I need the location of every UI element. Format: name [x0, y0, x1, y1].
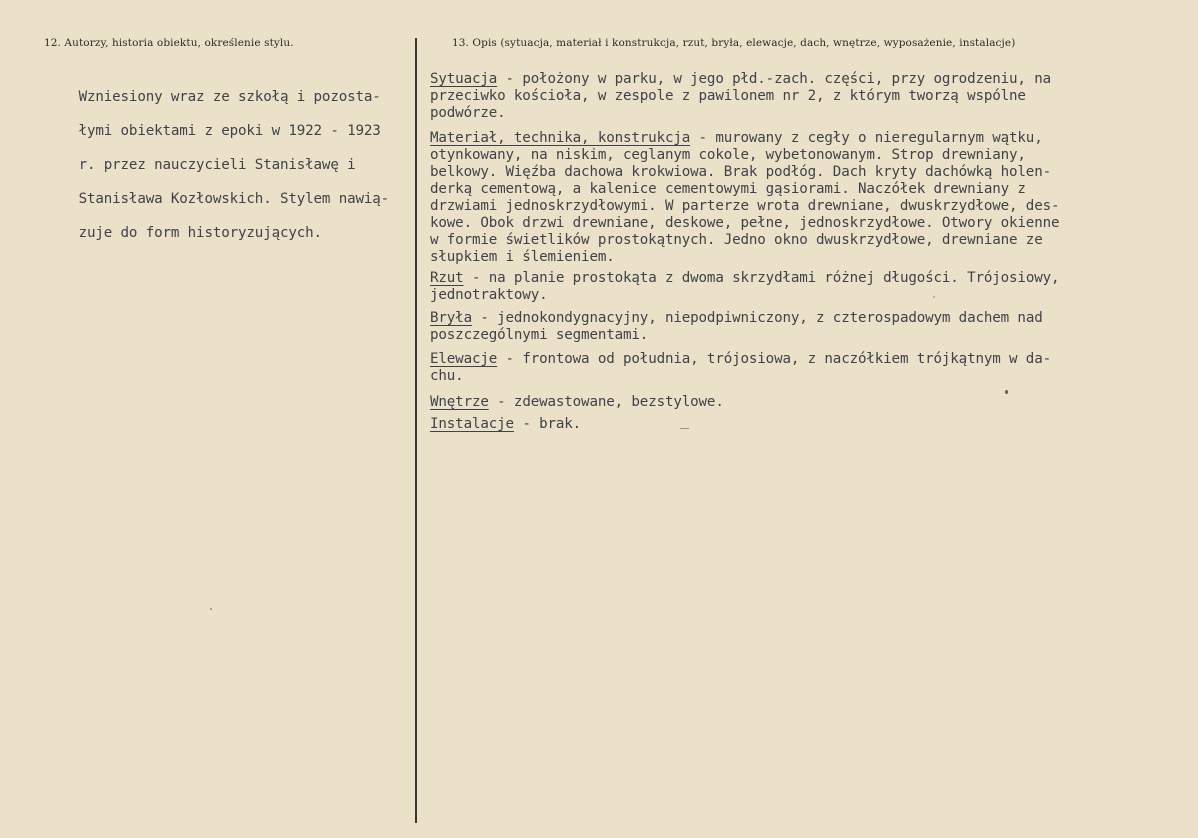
section-text: belkowy. Więźba dachowa krokwiowa. Brak podłóg. Dach kryty dachówką holen-: [430, 164, 1051, 180]
section-12-heading: 12. Autorzy, historia obiektu, określenie stylu.: [44, 37, 294, 49]
paper-speck: [210, 608, 212, 610]
section-text: przeciwko kościoła, w zespole z pawilonem nr 2, z którym tworzą wspólne: [430, 88, 1026, 104]
section-text: - jednokondygnacyjny, niepodpiwniczony, z czterospadowym dachem nad: [471, 310, 1043, 326]
description-elewacje: [430, 351, 1051, 385]
section-label-material: Materiał, technika, konstrukcja: [430, 130, 691, 146]
description-wnetrze: [430, 394, 724, 411]
description-bryla: [430, 310, 1043, 344]
section-text: - położony w parku, w jego płd.-zach. części, przy ogrodzeniu, na: [497, 71, 1051, 87]
history-line: zuje do form historyzujących.: [78, 225, 322, 241]
section-text: - frontowa od południa, trójosiowa, z naczółkiem trójkątnym w da-: [497, 351, 1051, 367]
section-text: chu.: [430, 368, 464, 384]
description-instalacje: [430, 416, 581, 433]
section-label-rzut: Rzut: [430, 270, 464, 286]
section-text: otynkowany, na niskim, ceglanym cokole, wybetonowanym. Strop drewniany,: [430, 147, 1026, 163]
section-label-bryla: Bryła: [430, 310, 472, 326]
paper-speck: [1005, 390, 1008, 394]
column-divider: [415, 38, 417, 823]
section-label-wnetrze: Wnętrze: [430, 394, 489, 410]
section-text: - murowany z cegły o nieregularnym wątku,: [690, 130, 1043, 146]
history-line: Stanisława Kozłowskich. Stylem nawią-: [78, 191, 390, 207]
description-material: [430, 130, 1059, 266]
section-text: derką cementową, a kalenice cementowymi gąsiorami. Naczółek drewniany z: [430, 181, 1026, 197]
history-line: łymi obiektami z epoki w 1922 - 1923: [78, 123, 381, 139]
section-text: w formie świetlików prostokątnych. Jedno okno dwuskrzydłowe, drewniane ze: [430, 232, 1043, 248]
description-rzut: [430, 270, 1059, 304]
section-label-sytuacja: Sytuacja: [430, 71, 498, 87]
section-text: - zdewastowane, bezstylowe.: [488, 394, 724, 410]
history-line: Wzniesiony wraz ze szkołą i pozosta-: [78, 89, 381, 105]
paper-speck: [680, 428, 689, 429]
section-text: poszczególnymi segmentami.: [430, 327, 649, 343]
description-sytuacja: [430, 71, 1051, 122]
paper-speck: [933, 296, 935, 298]
section-13-heading: 13. Opis (sytuacja, materiał i konstrukcja, rzut, bryła, elewacje, dach, wnętrze, wyposażenie, instalacje): [452, 37, 1016, 49]
section-label-elewacje: Elewacje: [430, 351, 498, 367]
section-text: podwórze.: [430, 105, 506, 121]
section-text: - brak.: [513, 416, 582, 432]
section-text: drzwiami jednoskrzydłowymi. W parterze wrota drewniane, dwuskrzydłowe, des-: [430, 198, 1060, 214]
history-line: r. przez nauczycieli Stanisławę i: [78, 157, 356, 173]
section-text: jednotraktowy.: [430, 287, 548, 303]
history-text: [45, 72, 389, 259]
section-text: słupkiem i ślemieniem.: [430, 249, 615, 265]
section-label-instalacje: Instalacje: [430, 416, 514, 432]
section-text: kowe. Obok drzwi drewniane, deskowe, pełne, jednoskrzydłowe. Otwory okienne: [430, 215, 1060, 231]
section-text: - na planie prostokąta z dwoma skrzydłami różnej długości. Trójosiowy,: [463, 270, 1060, 286]
